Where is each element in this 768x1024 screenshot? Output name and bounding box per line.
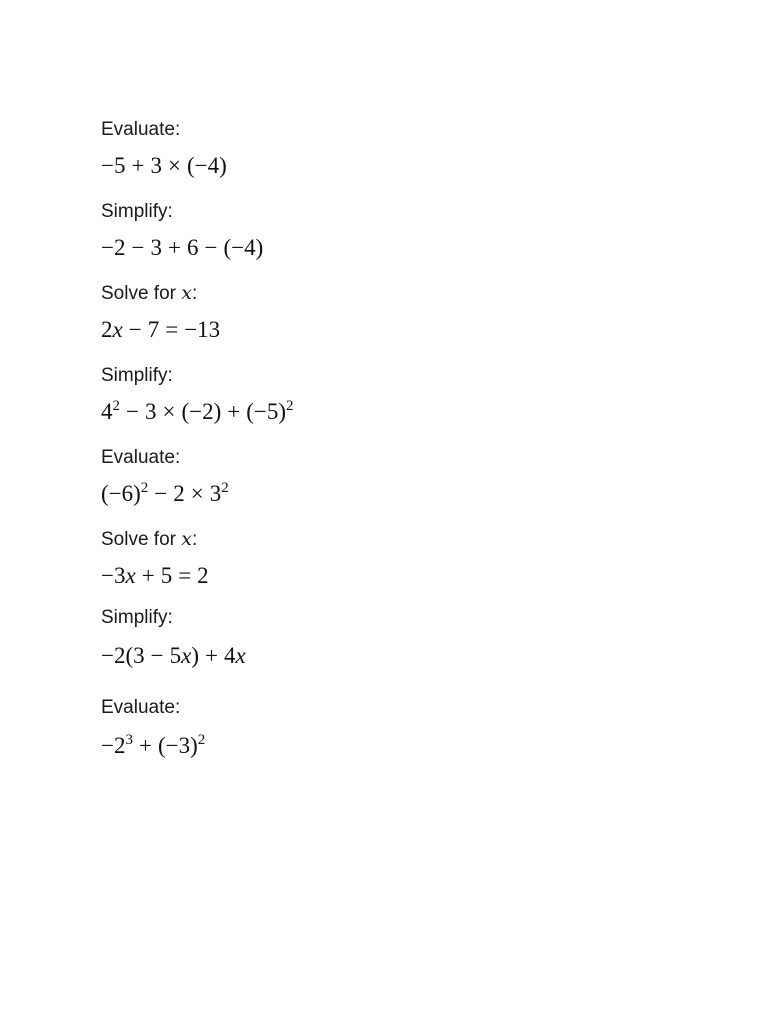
problem-6-label xyxy=(101,530,197,549)
operator: − xyxy=(150,643,164,668)
operator: × xyxy=(167,153,181,178)
term: $(-3)^2$ xyxy=(157,732,206,758)
operator: + xyxy=(205,643,218,668)
term: $-2^3$ xyxy=(101,732,133,758)
term: −3 xyxy=(101,563,126,588)
problem-7-label: Simplify: xyxy=(101,607,173,628)
term: 6 xyxy=(186,235,199,260)
operator: − xyxy=(131,235,145,260)
operator: + xyxy=(167,235,181,260)
term: $(-5)^2$ xyxy=(246,398,294,424)
term: −2(3 xyxy=(101,643,145,668)
operator: − xyxy=(126,399,139,424)
term: −5 xyxy=(101,153,126,178)
operator: + xyxy=(227,399,241,424)
problem-4-label: Simplify: xyxy=(101,365,173,386)
term: 3 xyxy=(150,235,162,260)
operator: − xyxy=(128,317,142,342)
problem-5-expression xyxy=(101,482,229,505)
term: 3 xyxy=(144,399,157,424)
term: 5 xyxy=(160,563,173,588)
term: 5 xyxy=(169,643,182,668)
exponent: 2 xyxy=(112,398,120,414)
problem-1-label: Evaluate: xyxy=(101,119,181,140)
problem-2-label: Simplify: xyxy=(101,201,173,222)
variable: x xyxy=(181,643,192,668)
operator: + xyxy=(138,733,152,758)
term: $3^2$ xyxy=(209,480,229,506)
problem-7-expression xyxy=(101,644,246,667)
exponent: 2 xyxy=(197,732,206,748)
term: −2 xyxy=(101,235,126,260)
problem-3-expression xyxy=(101,318,220,341)
term: 3 xyxy=(150,153,162,178)
problem-4-expression xyxy=(101,400,294,423)
exponent: 3 xyxy=(125,732,133,748)
operator: = xyxy=(165,317,179,342)
operator: = xyxy=(178,563,192,588)
problem-3-label xyxy=(101,284,197,303)
operator: × xyxy=(190,481,204,506)
term: (−4) xyxy=(186,153,227,178)
operator: − xyxy=(154,481,168,506)
problem-8-label: Evaluate: xyxy=(101,697,181,718)
operator: + xyxy=(141,563,155,588)
term: 2 xyxy=(101,317,113,342)
label-suffix: : xyxy=(191,529,198,550)
label-prefix: Solve for xyxy=(101,529,182,550)
term: (−2) xyxy=(181,399,222,424)
problem-1-expression xyxy=(101,154,227,177)
variable: x xyxy=(235,643,246,668)
operator: × xyxy=(162,399,176,424)
term: 7 xyxy=(147,317,160,342)
problem-2-expression xyxy=(101,236,263,259)
problem-8-expression xyxy=(101,734,205,757)
operator: + xyxy=(131,153,145,178)
term: 2 xyxy=(197,563,209,588)
label-variable: x xyxy=(181,282,192,304)
label-prefix: Solve for xyxy=(101,283,182,304)
label-variable: x xyxy=(181,528,192,550)
operator: − xyxy=(204,235,218,260)
term: 4 xyxy=(224,643,236,668)
variable: x xyxy=(125,563,136,588)
variable: x xyxy=(112,317,123,342)
term: ) xyxy=(191,643,200,668)
term: 2 xyxy=(173,481,185,506)
term: (−4) xyxy=(223,235,264,260)
problem-5-label: Evaluate: xyxy=(101,447,181,468)
problem-6-expression xyxy=(101,564,209,587)
exponent: 2 xyxy=(286,398,294,414)
exponent: 2 xyxy=(221,480,229,496)
term: $(-6)^2$ xyxy=(101,480,149,506)
exponent: 2 xyxy=(140,480,149,496)
term: $4^2$ xyxy=(101,398,120,424)
term: −13 xyxy=(184,317,221,342)
label-suffix: : xyxy=(191,283,198,304)
